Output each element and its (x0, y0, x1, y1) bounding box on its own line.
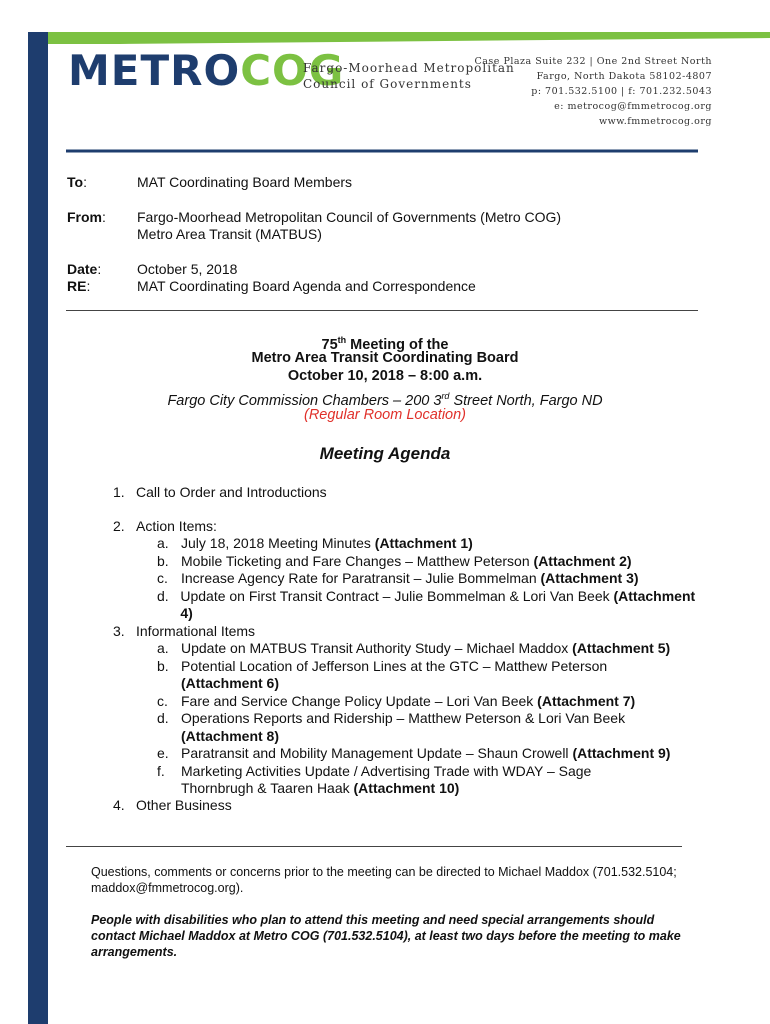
list-item: f. Marketing Activities Update / Advertising Trade with WDAY – Sage Thornbrugh & Taaren Haak (Attachment 10) (157, 762, 592, 796)
list-item: c. Increase Agency Rate for Paratransit – Julie Bommelman (Attachment 3) (157, 570, 639, 586)
date-value: October 5, 2018 (137, 261, 238, 277)
footer-divider (66, 846, 682, 847)
org-line-2: Council of Governments (303, 77, 472, 91)
agenda-item-other-business: Other Business (136, 797, 232, 813)
address-block (475, 54, 713, 129)
from-value (137, 209, 561, 243)
from-label: From: (67, 209, 106, 225)
list-item: a. July 18, 2018 Meeting Minutes (Attachment 1) (157, 535, 473, 551)
agenda-item-number: 1. (113, 484, 125, 500)
agenda-heading: Meeting Agenda (319, 444, 451, 463)
re-value: MAT Coordinating Board Agenda and Correspondence (137, 278, 476, 294)
list-item: a. Update on MATBUS Transit Authority Study – Michael Maddox (Attachment 5) (157, 640, 671, 656)
agenda-item-action-items: Action Items: (136, 518, 217, 534)
agenda-item-number: 3. (113, 623, 125, 639)
info-items-list (157, 640, 677, 798)
meeting-number: 75th Meeting of the (321, 335, 449, 353)
address-phone: p: 701.532.5100 | f: 701.232.5043 (531, 86, 712, 97)
questions-note: Questions, comments or concerns prior to the meeting can be directed to Michael Maddox (701.532.5104; maddox@fmmetrocog.org). (91, 865, 677, 895)
list-item: d. Update on First Transit Contract – Julie Bommelman & Lori Van Beek (Attachment 4) (157, 587, 696, 621)
address-email[interactable]: e: metrocog@fmmetrocog.org (554, 101, 712, 112)
to-value: MAT Coordinating Board Members (137, 174, 353, 190)
address-website[interactable]: www.fmmetrocog.org (598, 116, 712, 127)
green-band (48, 32, 770, 44)
agenda-item-call-to-order: Call to Order and Introductions (136, 484, 327, 500)
memo-divider (66, 310, 698, 311)
list-item: e. Paratransit and Mobility Management Update – Shaun Crowell (Attachment 9) (157, 745, 671, 761)
accessibility-note: People with disabilities who plan to attend this meeting and need special arrangements should contact Michael Maddox at Metro COG (701.532.5104), at least two days before the meeting to make arrangements. (91, 913, 681, 959)
action-items-list (157, 535, 697, 623)
agenda-item-number: 4. (113, 797, 125, 813)
org-line-1: Fargo-Moorhead Metropolitan (303, 61, 515, 75)
list-item: b. Mobile Ticketing and Fare Changes – Matthew Peterson (Attachment 2) (157, 552, 632, 569)
from-line-1: Fargo-Moorhead Metropolitan Council of Governments (Metro COG) (137, 209, 562, 225)
navy-side-band (28, 32, 48, 1024)
logo-metro: METRO (68, 46, 241, 95)
list-item: b. Potential Location of Jefferson Lines at the GTC – Matthew Peterson (Attachment 6) (157, 657, 608, 691)
agenda-item-informational: Informational Items (136, 623, 256, 639)
meeting-location: Fargo City Commission Chambers – 200 3rd Street North, Fargo ND (167, 391, 603, 409)
address-street: Case Plaza Suite 232 | One 2nd Street North (474, 56, 712, 67)
agenda-item-number: 2. (113, 518, 125, 534)
meeting-datetime: October 10, 2018 – 8:00 a.m. (287, 368, 483, 384)
board-name: Metro Area Transit Coordinating Board (251, 350, 519, 366)
list-item: c. Fare and Service Change Policy Update – Lori Van Beek (Attachment 7) (157, 692, 636, 709)
from-line-2: Metro Area Transit (MATBUS) (137, 226, 322, 242)
logo-cog: COG (240, 46, 345, 95)
room-location: (Regular Room Location) (304, 407, 466, 423)
date-label: Date: (67, 261, 102, 277)
re-label: RE: (67, 278, 91, 294)
address-city: Fargo, North Dakota 58102-4807 (536, 71, 712, 82)
list-item: d. Operations Reports and Ridership – Matthew Peterson & Lori Van Beek (Attachment 8) (157, 710, 626, 744)
to-label: To: (67, 174, 87, 190)
